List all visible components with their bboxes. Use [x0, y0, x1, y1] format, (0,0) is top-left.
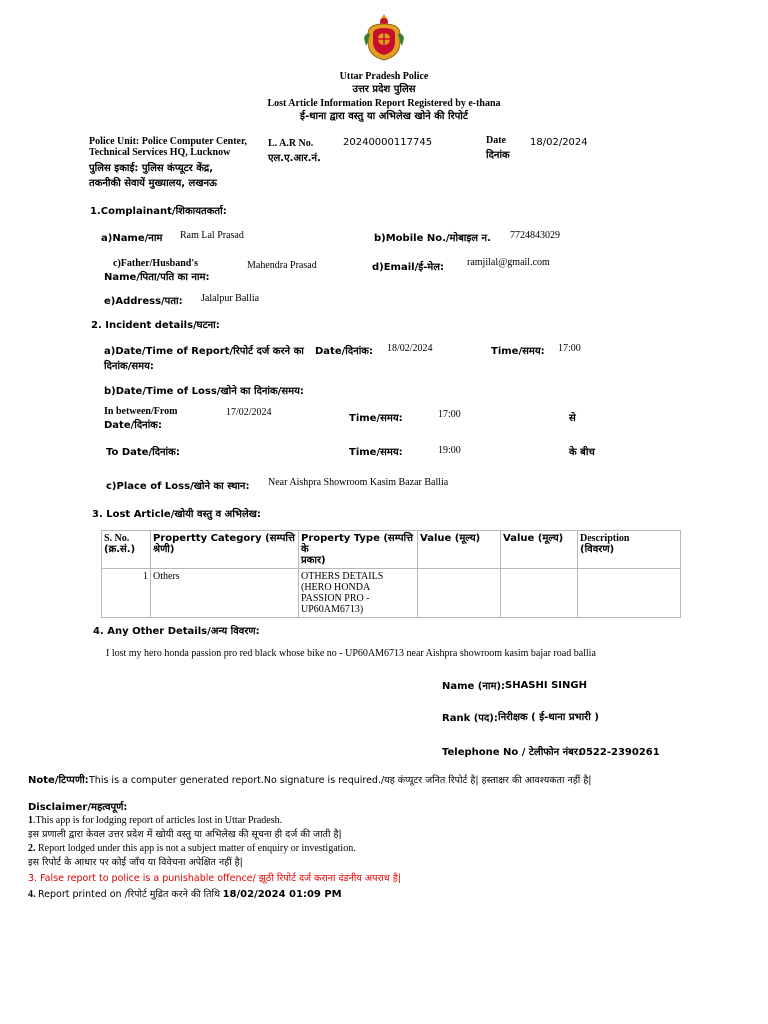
disclaimer-line-4: 4. Report printed on /रिपोर्ट मुद्रित करने की तिथि 18/02/2024 01:09 PM [28, 889, 342, 900]
loss-datetime-label: b)Date/Time of Loss/खोने का दिनांक/समय: [104, 386, 304, 397]
table-row [102, 569, 681, 618]
to-date-label: To Date/दिनांक: [106, 447, 180, 458]
police-unit-en-1: Police Unit: Police Computer Center, [89, 136, 248, 147]
col-value-2: Value (मूल्य) [501, 531, 578, 569]
lar-label-en: L. A.R No. [268, 138, 314, 149]
report-datetime-label-1: a)Date/Time of Report/रिपोर्ट दर्ज करने का [104, 346, 304, 357]
between-label-2: Date/दिनांक: [104, 420, 162, 431]
incident-heading: 2. Incident details/घटना: [91, 320, 220, 331]
lar-label-hi: एल.ए.आर.नं. [268, 153, 321, 164]
note-label: Note/टिप्पणी: [28, 775, 89, 786]
date-label-hi: दिनांक [486, 150, 510, 161]
place-label: c)Place of Loss/खोने का स्थान: [106, 481, 250, 492]
loss-from-time: 17:00 [438, 409, 461, 420]
col-value-1: Value (मूल्य) [418, 531, 501, 569]
name-value: Ram Lal Prasad [180, 230, 244, 241]
officer-phone-value: 0522-2390261 [579, 747, 660, 758]
loss-to-time: 19:00 [438, 445, 461, 456]
other-details-heading: 4. Any Other Details/अन्य विवरण: [93, 626, 260, 637]
address-value: Jalalpur Ballia [201, 293, 260, 304]
police-unit-hi-2: तकनीकी सेवायें मुख्यालय, लखनऊ [89, 178, 217, 189]
cell-value-1 [418, 569, 501, 618]
other-details-text: I lost my hero honda passion pro red black whose bike no - UP60AM6713 near Aishpra showroom kasim bajar road ballia [106, 648, 596, 659]
to-suffix: के बीच [569, 447, 595, 458]
disclaimer-line-2: 2. Report lodged under this app is not a subject matter of enquiry or investigation. [28, 843, 356, 854]
email-value: ramjilal@gmail.com [467, 257, 550, 268]
police-unit-hi-1: पुलिस इकाई: पुलिस कंप्यूटर केंद्र, [89, 163, 214, 174]
disclaimer-heading: Disclaimer/महत्वपूर्ण: [28, 802, 128, 813]
disclaimer-line-2-hi: इस रिपोर्ट के आधार पर कोई जाँच या विवेचना अपेक्षित नहीं है| [28, 857, 243, 868]
report-title-en: Lost Article Information Report Registered by e-thana [267, 98, 501, 109]
officer-phone-label: Telephone No / टेलीफोन नंबर: [442, 747, 582, 758]
report-time-label: Time/समय: [491, 346, 545, 357]
officer-name-label: Name (नाम): [442, 681, 506, 692]
col-description: Description (विवरण) [578, 531, 681, 569]
between-label-1: In between/From [104, 406, 178, 417]
note-text: This is a computer generated report.No signature is required./यह कंप्यूटर जनित रिपोर्ट है| हस्ताक्षर की आवश्यकता नहीं है| [89, 775, 592, 786]
col-type: Property Type (सम्पत्ति के प्रकार) [299, 531, 418, 569]
disclaimer-line-1-hi: इस प्रणाली द्वारा केवल उत्तर प्रदेश में खोयी वस्तु या अभिलेख की सूचना ही दर्ज की जाती है| [28, 829, 342, 840]
email-label: d)Email/ई-मेल: [372, 262, 445, 273]
lost-article-table [101, 530, 681, 618]
org-name-hi: उत्तर प्रदेश पुलिस [352, 84, 416, 95]
col-category: Propertty Category (सम्पत्ति श्रेणी) [151, 531, 299, 569]
report-title-hi: ई-थाना द्वारा वस्तु या अभिलेख खोने की रिपोर्ट [300, 111, 468, 122]
cell-category: Others [151, 569, 299, 618]
address-label: e)Address/पता: [104, 296, 183, 307]
report-date-value: 18/02/2024 [530, 137, 588, 148]
police-unit-en-2: Technical Services HQ, Lucknow [89, 147, 231, 158]
complainant-heading: 1.Complainant/शिकायतकर्ता: [90, 206, 227, 217]
col-sno: S. No. (क्र.सं.) [102, 531, 151, 569]
cell-sno: 1 [102, 569, 151, 618]
lost-article-heading: 3. Lost Article/खोयी वस्तु व अभिलेख: [92, 509, 261, 520]
loss-from-date: 17/02/2024 [226, 407, 272, 418]
officer-name-value: SHASHI SINGH [505, 680, 587, 691]
father-label-2: Name/पिता/पति का नाम: [104, 272, 210, 283]
cell-value-2 [501, 569, 578, 618]
cell-description [578, 569, 681, 618]
report-datetime-label-2: दिनांक/समय: [104, 361, 154, 372]
cell-type: OTHERS DETAILS (HERO HONDA PASSION PRO - UP60AM6713) [299, 569, 418, 618]
officer-rank-value: निरीक्षक ( ई-थाना प्रभारी ) [498, 712, 599, 723]
incident-report-date: 18/02/2024 [387, 343, 433, 354]
mobile-label: b)Mobile No./मोबाइल न. [374, 233, 491, 244]
mobile-value: 7724843029 [510, 230, 560, 241]
disclaimer-line-1: 1.This app is for lodging report of articles lost in Uttar Pradesh. [28, 815, 283, 826]
officer-rank-label: Rank (पद): [442, 713, 498, 724]
table-header-row [102, 531, 681, 569]
name-label: a)Name/नाम [101, 233, 163, 244]
father-label-1: c)Father/Husband's [113, 258, 199, 269]
incident-report-time: 17:00 [558, 343, 581, 354]
up-police-emblem-icon [362, 12, 406, 62]
from-suffix: से [569, 413, 576, 424]
date-label-en: Date [486, 135, 506, 146]
from-time-label: Time/समय: [349, 413, 403, 424]
to-time-label: Time/समय: [349, 447, 403, 458]
father-value: Mahendra Prasad [247, 260, 317, 271]
place-value: Near Aishpra Showroom Kasim Bazar Ballia [268, 477, 449, 488]
report-date-label: Date/दिनांक: [315, 346, 373, 357]
org-name-en: Uttar Pradesh Police [339, 71, 429, 82]
disclaimer-line-3-warning: 3. False report to police is a punishable offence/ झूठी रिपोर्ट दर्ज कराना दंडनीय अपराध है| [28, 873, 401, 884]
lar-value: 20240000117745 [343, 137, 433, 148]
